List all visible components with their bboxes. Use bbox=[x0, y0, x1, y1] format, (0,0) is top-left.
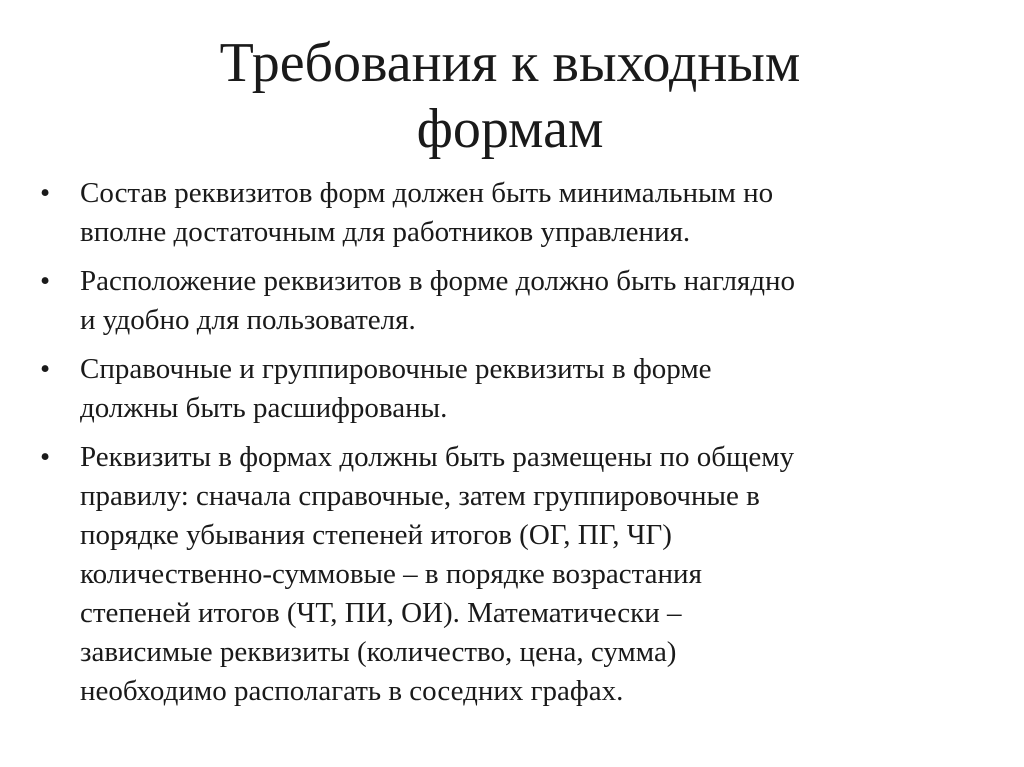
bullet-line: количественно-суммовые – в порядке возрастания bbox=[80, 558, 702, 590]
bullet-item-1 bbox=[30, 174, 990, 252]
bullet-line: правилу: сначала справочные, затем группировочные в bbox=[80, 480, 760, 512]
bullet-line: зависимые реквизиты (количество, цена, сумма) bbox=[80, 636, 677, 668]
bullet-line: Реквизиты в формах должны быть размещены по общему bbox=[80, 441, 795, 473]
bullet-icon: • bbox=[40, 353, 51, 385]
bullet-item-2 bbox=[30, 262, 990, 340]
title-line-1: Требования к выходным bbox=[219, 32, 801, 94]
bullet-icon: • bbox=[40, 441, 51, 473]
bullet-text bbox=[80, 174, 990, 252]
bullet-line: степеней итогов (ЧТ, ПИ, ОИ). Математически – bbox=[80, 597, 682, 629]
bullet-line: Справочные и группировочные реквизиты в форме bbox=[80, 353, 712, 385]
bullet-line: вполне достаточным для работников управления. bbox=[80, 216, 691, 248]
bullet-line: Состав реквизитов форм должен быть минимальным но bbox=[80, 177, 774, 209]
bullet-line: порядке убывания степеней итогов (ОГ, ПГ, ЧГ) bbox=[80, 519, 672, 551]
title-line-2: формам bbox=[416, 98, 604, 160]
bullet-icon: • bbox=[40, 265, 51, 297]
bullet-text bbox=[80, 438, 990, 711]
bullet-icon: • bbox=[40, 177, 51, 209]
bullet-text bbox=[80, 262, 990, 340]
bullet-list bbox=[30, 174, 990, 721]
bullet-item-4 bbox=[30, 438, 990, 711]
bullet-text bbox=[80, 350, 990, 428]
bullet-line: должны быть расшифрованы. bbox=[80, 392, 448, 424]
slide-title bbox=[100, 30, 920, 162]
bullet-line: Расположение реквизитов в форме должно быть наглядно bbox=[80, 265, 796, 297]
bullet-line: и удобно для пользователя. bbox=[80, 304, 416, 336]
bullet-line: необходимо располагать в соседних графах. bbox=[80, 675, 624, 707]
bullet-item-3 bbox=[30, 350, 990, 428]
